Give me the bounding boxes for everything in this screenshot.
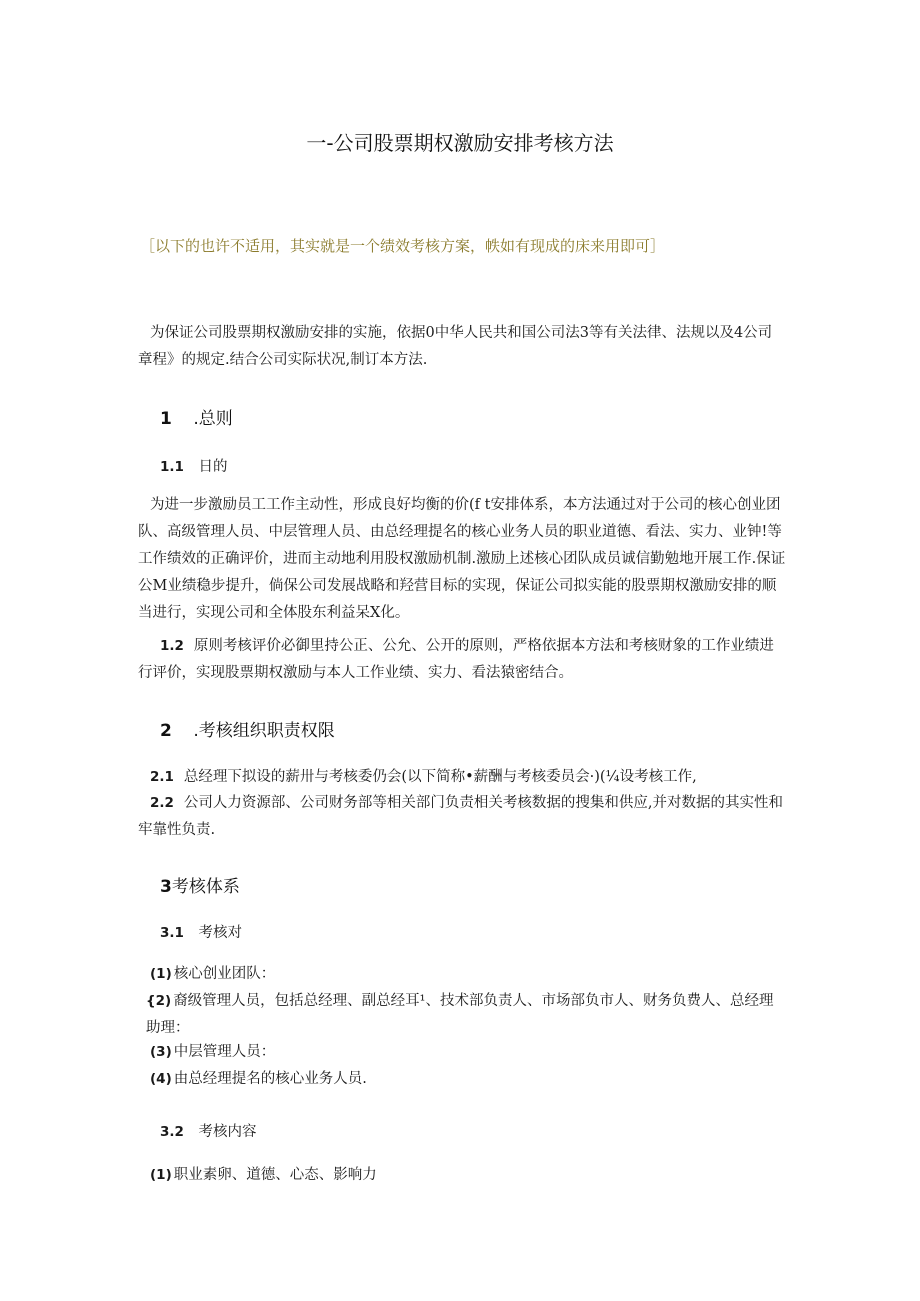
- subsection-number: 1.1: [160, 459, 184, 475]
- list-item-number: (3): [150, 1044, 172, 1060]
- paragraph-2-1: [138, 764, 786, 791]
- subsection-number: 2.1: [150, 769, 174, 785]
- paragraph-text: 总经理下拟设的薪卅与考核委仍会(以下简称•薪酬与考核委员会·)(¼设考核工作,: [183, 769, 697, 785]
- list-item-text: 由总经理提名的核心业务人员.: [173, 1071, 367, 1087]
- subsection-number: 1.2: [160, 638, 184, 654]
- subsection-number: 3.2: [160, 1124, 184, 1140]
- list-item-number: (1): [150, 966, 172, 982]
- list-item-number: (4): [150, 1071, 172, 1087]
- list-item: [150, 1066, 786, 1093]
- paragraph-text: 公司人力资源部、公司财务部等相关部门负责相关考核数据的搜集和供应,并对数据的其实性和牢靠性负责.: [138, 795, 784, 838]
- section-heading-3: [160, 872, 240, 897]
- subsection-3-2: [160, 1120, 257, 1141]
- paragraph-1-1: 为进一步激励员工工作主动性，形成良好均衡的价(f t安排体系，本方法通过对于公司的核心创业团队、高级管理人员、中层管理人员、由总经理提名的核心业务人员的职业道德、看法、实力、业钟!等工作绩效的正确评价，进而主动地利用股权激励机制.激励上述核心团队成员诚信勤勉地开展工作.保证公M业绩稳步提升，倘保公司发展战略和羟营目标的实现，保证公司拟实能的股票期权激励安排的顺当进行，实现公司和全体股东利益呆X化。: [138, 497, 786, 621]
- subsection-label: 日的: [198, 459, 228, 475]
- list-item-text: 中层管理人员：: [173, 1044, 276, 1060]
- subsection-number: 2.2: [150, 795, 174, 811]
- section-heading-text: .总则: [193, 409, 233, 429]
- subsection-number: 3.1: [160, 925, 184, 941]
- list-item-number: {2): [146, 993, 172, 1009]
- paragraph-2-2: [138, 790, 786, 844]
- section-heading-1: [160, 404, 233, 429]
- paragraph-text: 原则考核评价必御里持公正、公允、公开的原则，严格依据本方法和考核财象的工作业绩进行评价，实现股票期权激励与本人工作业绩、实力、看法猿密结合。: [138, 638, 774, 681]
- list-item-number: (1): [150, 1167, 172, 1183]
- section-heading-2: [160, 716, 335, 741]
- subsection-1-1: [160, 455, 228, 476]
- intro-paragraph: 为保证公司股票期权激励安排的实施，依据0中华人民共和国公司法3等有关法律、法规以及4公司章程》的规定.结合公司实际状况,制订本方法.: [138, 325, 773, 368]
- document-title: 一-公司股票期权激励安排考核方法: [306, 131, 614, 155]
- list-item-text: 职业素卵、道德、心态、影响力: [173, 1167, 377, 1183]
- section-number: 3: [160, 877, 172, 897]
- section-heading-text: .考核组织职责权限: [193, 721, 335, 741]
- list-item: [150, 1039, 786, 1066]
- list-item: [146, 988, 782, 1042]
- subsection-3-1: [160, 921, 242, 942]
- list-item: [150, 1162, 786, 1189]
- section-number: 1: [160, 409, 172, 429]
- paragraph-1-2: [138, 633, 786, 687]
- subsection-label: 考核对: [198, 925, 243, 941]
- editor-note: ［以下的也许不适用，其实就是一个绩效考核方案，帙如有现成的床来用即可］: [140, 237, 666, 255]
- list-item-text: 核心创业团队：: [173, 966, 276, 982]
- section-heading-text: 考核体系: [171, 877, 240, 897]
- section-number: 2: [160, 721, 172, 741]
- list-item: [150, 961, 786, 988]
- subsection-label: 考核内容: [198, 1124, 257, 1140]
- list-item-text: 裔级管理人员，包括总经理、副总经耳¹、技术部负责人、市场部负市人、财务负费人、总经理助理：: [146, 993, 774, 1036]
